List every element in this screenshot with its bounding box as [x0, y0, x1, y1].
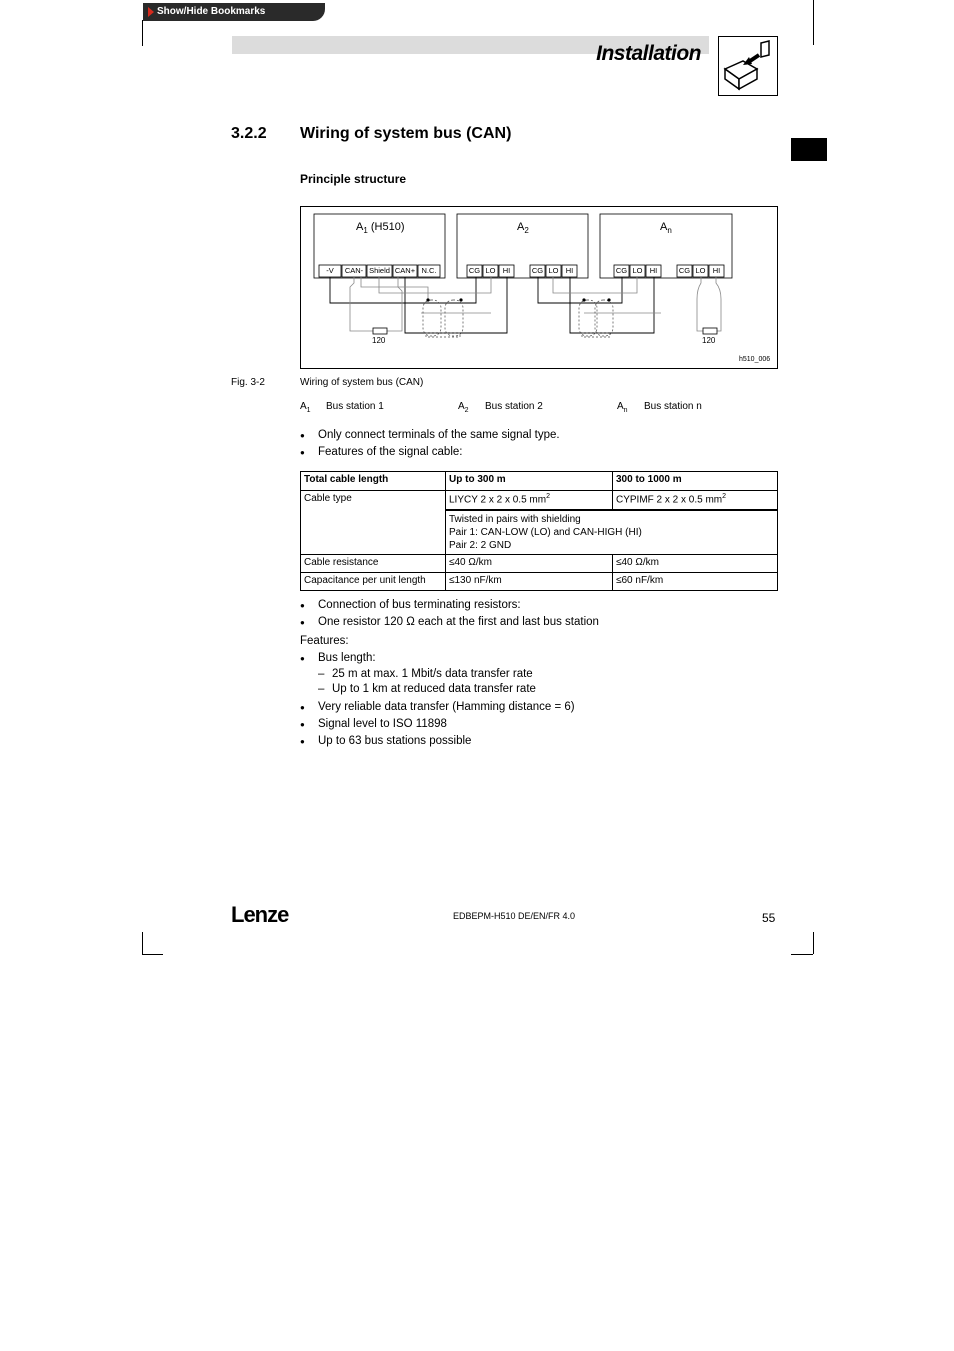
- features-label: Features:: [300, 635, 349, 647]
- can-wiring-diagram: [300, 206, 778, 369]
- list-item: ● Up to 63 bus stations possible: [300, 733, 770, 750]
- crop-mark: [142, 20, 143, 46]
- legend-text: Bus station 1: [326, 401, 384, 412]
- legend-text: Bus station n: [644, 401, 702, 412]
- table-cell: CYPIMF 2 x 2 x 0.5 $mm^2$: [613, 491, 778, 510]
- table-header: Up to 300 m: [446, 472, 613, 491]
- crop-mark: [791, 954, 813, 955]
- page-number: 55: [762, 911, 776, 925]
- station-label-a2: $A_2$: [517, 221, 529, 236]
- list-item: ● One resistor 120 Ω each at the first and last bus station: [300, 614, 770, 631]
- terminal-label: HI: [565, 266, 574, 275]
- table-cell: Capacitance per unit length: [301, 572, 446, 590]
- table-cell: Cable type: [301, 491, 446, 555]
- crop-mark: [142, 932, 143, 954]
- list-item: ● Bus length:: [300, 650, 770, 667]
- table-header: 300 to 1000 m: [613, 472, 778, 491]
- figure-label: Fig. 3-2: [231, 377, 265, 388]
- station-label-an: $A_n$: [660, 221, 672, 236]
- principle-structure-heading: Principle structure: [300, 172, 407, 186]
- terminal-label: CG: [468, 266, 481, 275]
- table-cell: ≤60 nF/km: [613, 572, 778, 590]
- list-item: ● Signal level to ISO 11898: [300, 716, 770, 733]
- terminal-label: Shield: [369, 266, 390, 275]
- resistor-label-right: 120: [702, 336, 716, 345]
- resistor-label-left: 120: [372, 336, 386, 345]
- table-cell: ≤40 Ω/km: [446, 554, 613, 572]
- terminal-label: HI: [712, 266, 721, 275]
- station-label-a1: $A_1$ (H510): [356, 221, 405, 236]
- figure-ref: h510_006: [739, 356, 771, 363]
- list-item: ● Only connect terminals of the same signal type.: [300, 427, 770, 444]
- legend-key: $A_n$: [617, 401, 628, 414]
- bookmark-arrow-icon: [148, 7, 154, 17]
- show-hide-bookmarks-button[interactable]: Show/Hide Bookmarks: [143, 3, 325, 21]
- legend-text: Bus station 2: [485, 401, 543, 412]
- terminal-label: -V: [326, 266, 334, 275]
- terminal-label: CAN+: [394, 266, 416, 275]
- chapter-tab: [791, 138, 827, 161]
- terminal-label: CG: [678, 266, 691, 275]
- document-id: EDBEPM-H510 DE/EN/FR 4.0: [453, 911, 576, 921]
- section-title: Installation: [596, 42, 701, 65]
- sub-list-item: – Up to 1 km at reduced data transfer rate: [300, 682, 770, 697]
- table-cell: Twisted in pairs with shielding Pair 1: CAN-LOW (LO) and CAN-HIGH (HI) Pair 2: 2 GND: [446, 510, 778, 555]
- table-cell: Cable resistance: [301, 554, 446, 572]
- terminal-label: LO: [695, 266, 706, 275]
- table-cell: LIYCY 2 x 2 x 0.5 $mm^2$: [446, 491, 613, 510]
- terminal-label: LO: [632, 266, 643, 275]
- crop-mark: [813, 932, 814, 954]
- terminal-label: N.C.: [421, 266, 437, 275]
- terminal-label: LO: [485, 266, 496, 275]
- terminal-label: CG: [531, 266, 544, 275]
- terminal-label: CG: [615, 266, 628, 275]
- table-cell: ≤130 nF/km: [446, 572, 613, 590]
- features-list: [300, 650, 770, 750]
- bullet-list: [300, 427, 770, 461]
- crop-mark: [813, 0, 814, 45]
- bullet-list: [300, 597, 770, 631]
- table-header: Total cable length: [301, 472, 446, 491]
- terminal-label: HI: [502, 266, 511, 275]
- list-item: ● Very reliable data transfer (Hamming distance = 6): [300, 699, 770, 716]
- sub-list-item: – 25 m at max. 1 Mbit/s data transfer rate: [300, 667, 770, 682]
- table-cell: ≤40 Ω/km: [613, 554, 778, 572]
- terminal-label: LO: [548, 266, 559, 275]
- installation-icon: [718, 36, 778, 96]
- cable-spec-table: [300, 471, 778, 591]
- terminal-label: CAN-: [344, 266, 364, 275]
- crop-mark: [142, 954, 163, 955]
- section-number: 3.2.2: [231, 125, 267, 142]
- section-heading: Wiring of system bus (CAN): [300, 125, 512, 142]
- legend-key: $A_1$: [300, 401, 311, 414]
- legend-key: $A_2$: [458, 401, 469, 414]
- figure-caption: Wiring of system bus (CAN): [300, 377, 424, 388]
- terminal-label: HI: [649, 266, 658, 275]
- list-item: ● Features of the signal cable:: [300, 444, 770, 461]
- list-item: ● Connection of bus terminating resistors:: [300, 597, 770, 614]
- lenze-logo: Lenze: [231, 902, 289, 927]
